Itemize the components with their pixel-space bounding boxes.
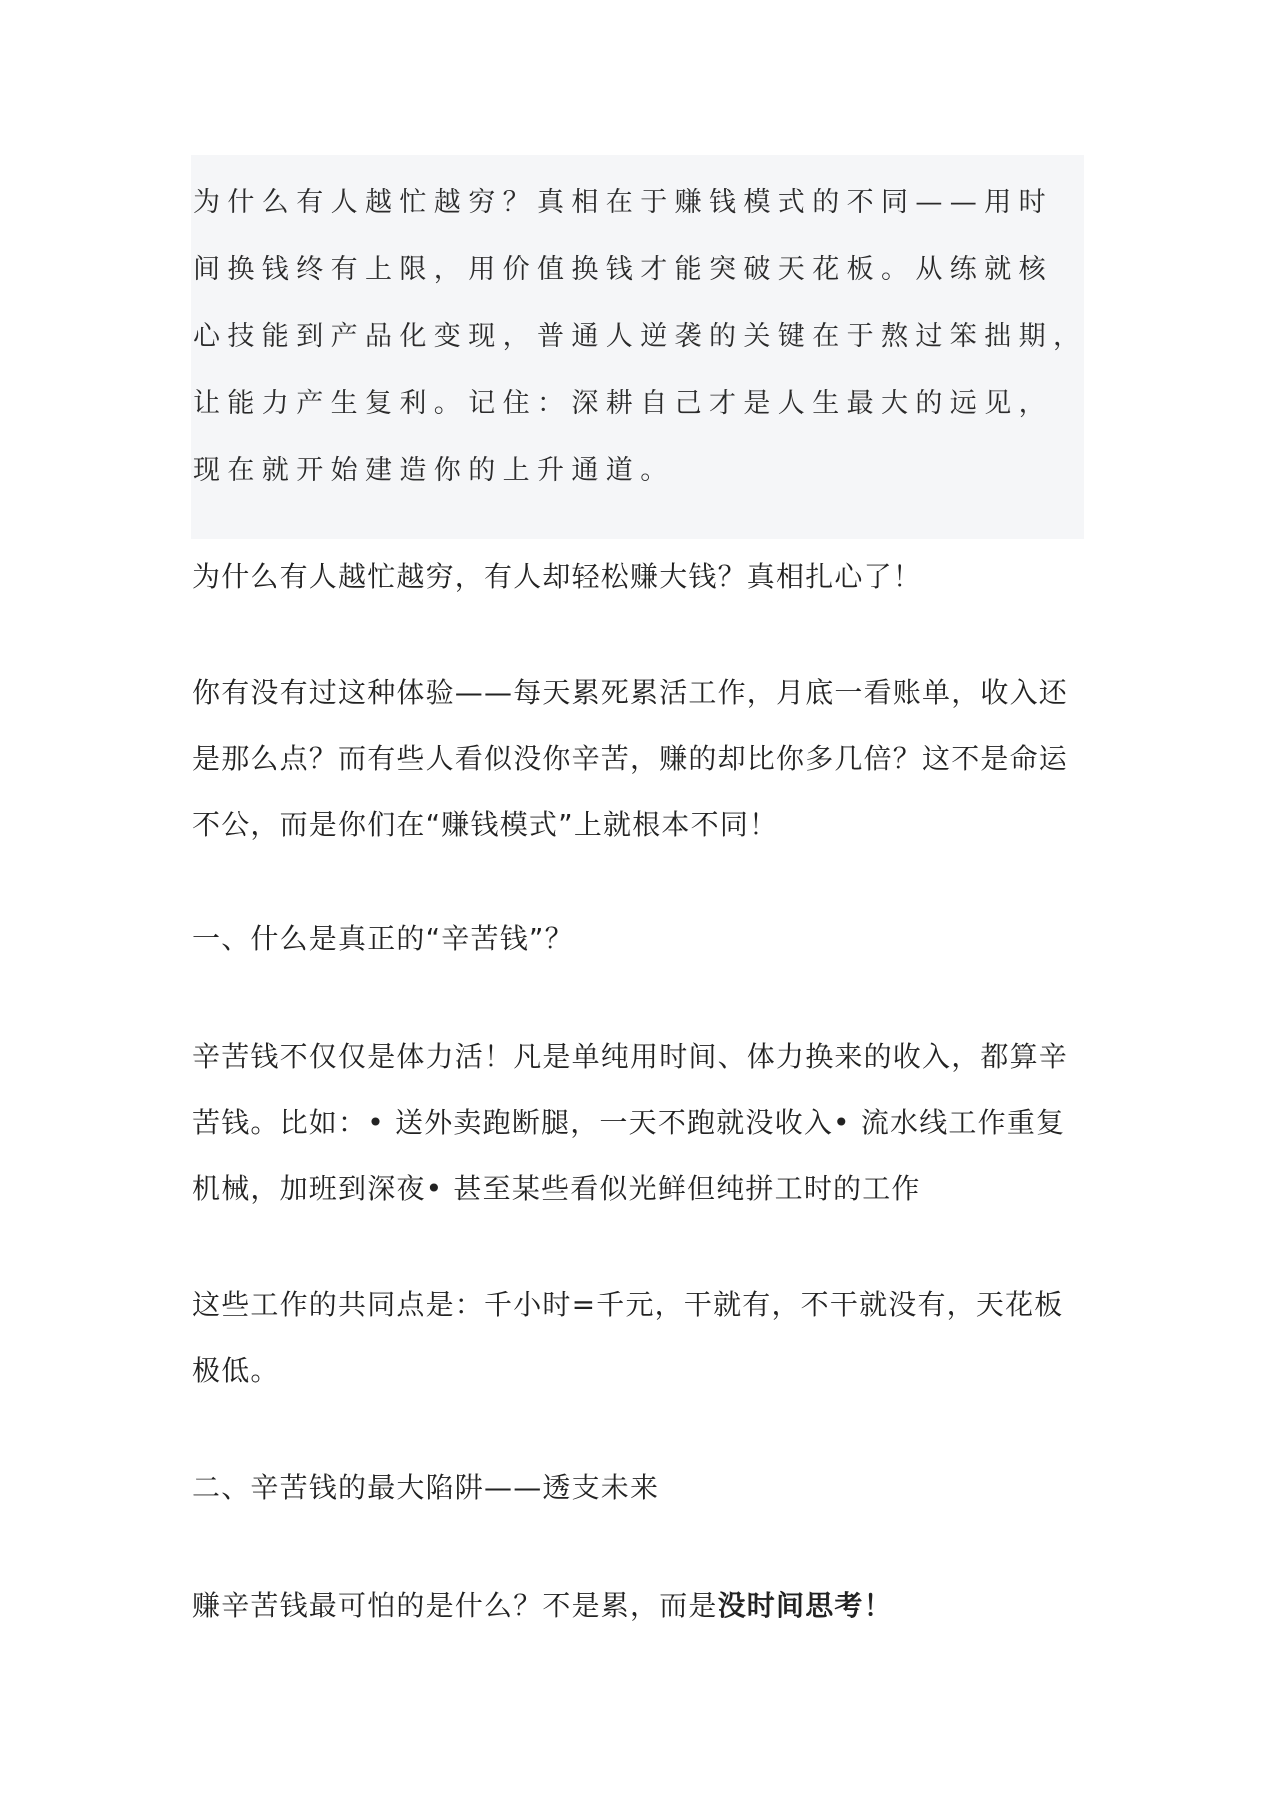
intro-line: 不公，而是你们在“赚钱模式”上就根本不同！: [192, 808, 779, 841]
section1-line: 苦钱。比如：• 送外卖跑断腿，一天不跑就没收入• 流水线工作重复: [192, 1106, 1066, 1139]
section1-heading: [192, 906, 574, 972]
summary-line: 间换钱终有上限，用价值换钱才能突破天花板。从练就核: [193, 254, 1053, 285]
section1-heading-text: 一、什么是真正的“辛苦钱”？: [192, 922, 574, 955]
section2-emphasis: 没时间思考！: [717, 1589, 893, 1622]
intro-paragraph: [192, 660, 1068, 858]
section2-heading-text: 二、辛苦钱的最大陷阱——透支未来: [192, 1471, 660, 1504]
section1-line: 机械，加班到深夜• 甚至某些看似光鲜但纯拼工时的工作: [192, 1172, 921, 1205]
section1-summary-line: 极低。: [192, 1354, 280, 1387]
summary-box: [191, 155, 1088, 539]
intro-line: 是那么点？而有些人看似没你辛苦，赚的却比你多几倍？这不是命运: [192, 742, 1069, 775]
section1-summary-line: 这些工作的共同点是：千小时=千元，干就有，不干就没有，天花板: [192, 1288, 1064, 1321]
summary-line: 为什么有人越忙越穷？真相在于赚钱模式的不同——用时: [193, 187, 1053, 218]
intro-line: 你有没有过这种体验——每天累死累活工作，月底一看账单，收入还: [192, 676, 1069, 709]
summary-line: 让能力产生复利。记住：深耕自己才是人生最大的远见，: [193, 388, 1053, 419]
section2-line: [192, 1573, 893, 1639]
section2-text: 赚辛苦钱最可怕的是什么？不是累，而是: [192, 1589, 718, 1622]
section2-heading: [192, 1455, 659, 1521]
section1-line: 辛苦钱不仅仅是体力活！凡是单纯用时间、体力换来的收入，都算辛: [192, 1040, 1069, 1073]
summary-line: 现在就开始建造你的上升通道。: [193, 455, 675, 486]
section1-paragraph: [192, 1024, 1068, 1222]
article-title: [192, 544, 922, 610]
summary-line: 心技能到产品化变现，普通人逆袭的关键在于熬过笨拙期，: [193, 321, 1088, 352]
section1-summary: [192, 1272, 1063, 1404]
section2-paragraph: [192, 1573, 893, 1639]
article-title-text: 为什么有人越忙越穷，有人却轻松赚大钱？真相扎心了！: [192, 560, 923, 593]
